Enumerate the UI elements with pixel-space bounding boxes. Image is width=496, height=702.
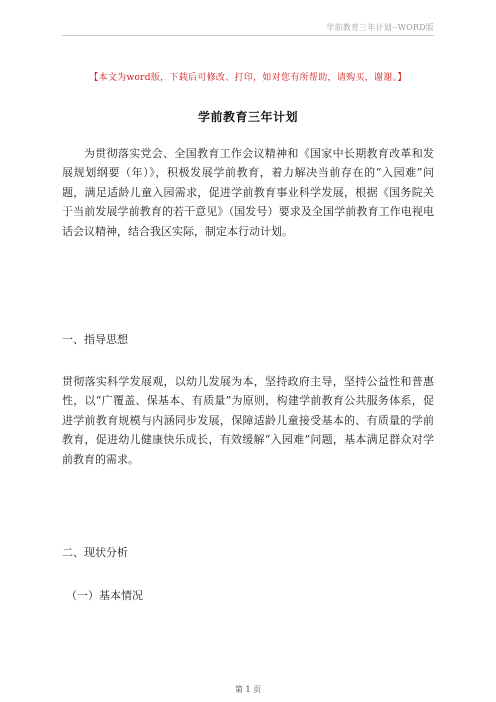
- intro-paragraph: 为贯彻落实党会、全国教育工作会议精神和《国家中长期教育改革和发展规划纲要（年）》，积极发展学前教育，着力解决当前存在的“入园难”问题，满足适龄儿童入园需求，促进学前教育事业科学发展，根据《国务院关于当前发展学前教育的若干意见》（国发号）要求及全国学前教育工作电视电话会议精神，结合我区实际，制定本行动计划。: [62, 147, 434, 238]
- page-number: 第 1 页: [234, 685, 262, 694]
- download-notice: 【本文为word版，下载后可修改、打印，如对您有所帮助，请购买，谢谢。】: [89, 73, 407, 83]
- document-title: 学前教育三年计划: [197, 110, 298, 124]
- guiding-ideology-paragraph: 贯彻落实科学发展观，以幼儿发展为本，坚持政府主导，坚持公益性和普惠性，以“广覆盖、保基本、有质量”为原则，构建学前教育公共服务体系，促进学前教育规模与内涵同步发展，保障适龄儿童接受基本的、有质量的学前教育，促进幼儿健康快乐成长，有效缓解“入园难”问题，基本满足群众对学前教育的需求。: [62, 375, 434, 466]
- running-header: 学前教育三年计划--WORD版: [326, 23, 434, 32]
- header-divider: [62, 35, 434, 36]
- section-heading-status-analysis: 二、现状分析: [62, 546, 128, 559]
- section-heading-guiding-ideology: 一、指导思想: [62, 333, 128, 346]
- subsection-heading-basic-situation: （一）基本情况: [66, 589, 143, 602]
